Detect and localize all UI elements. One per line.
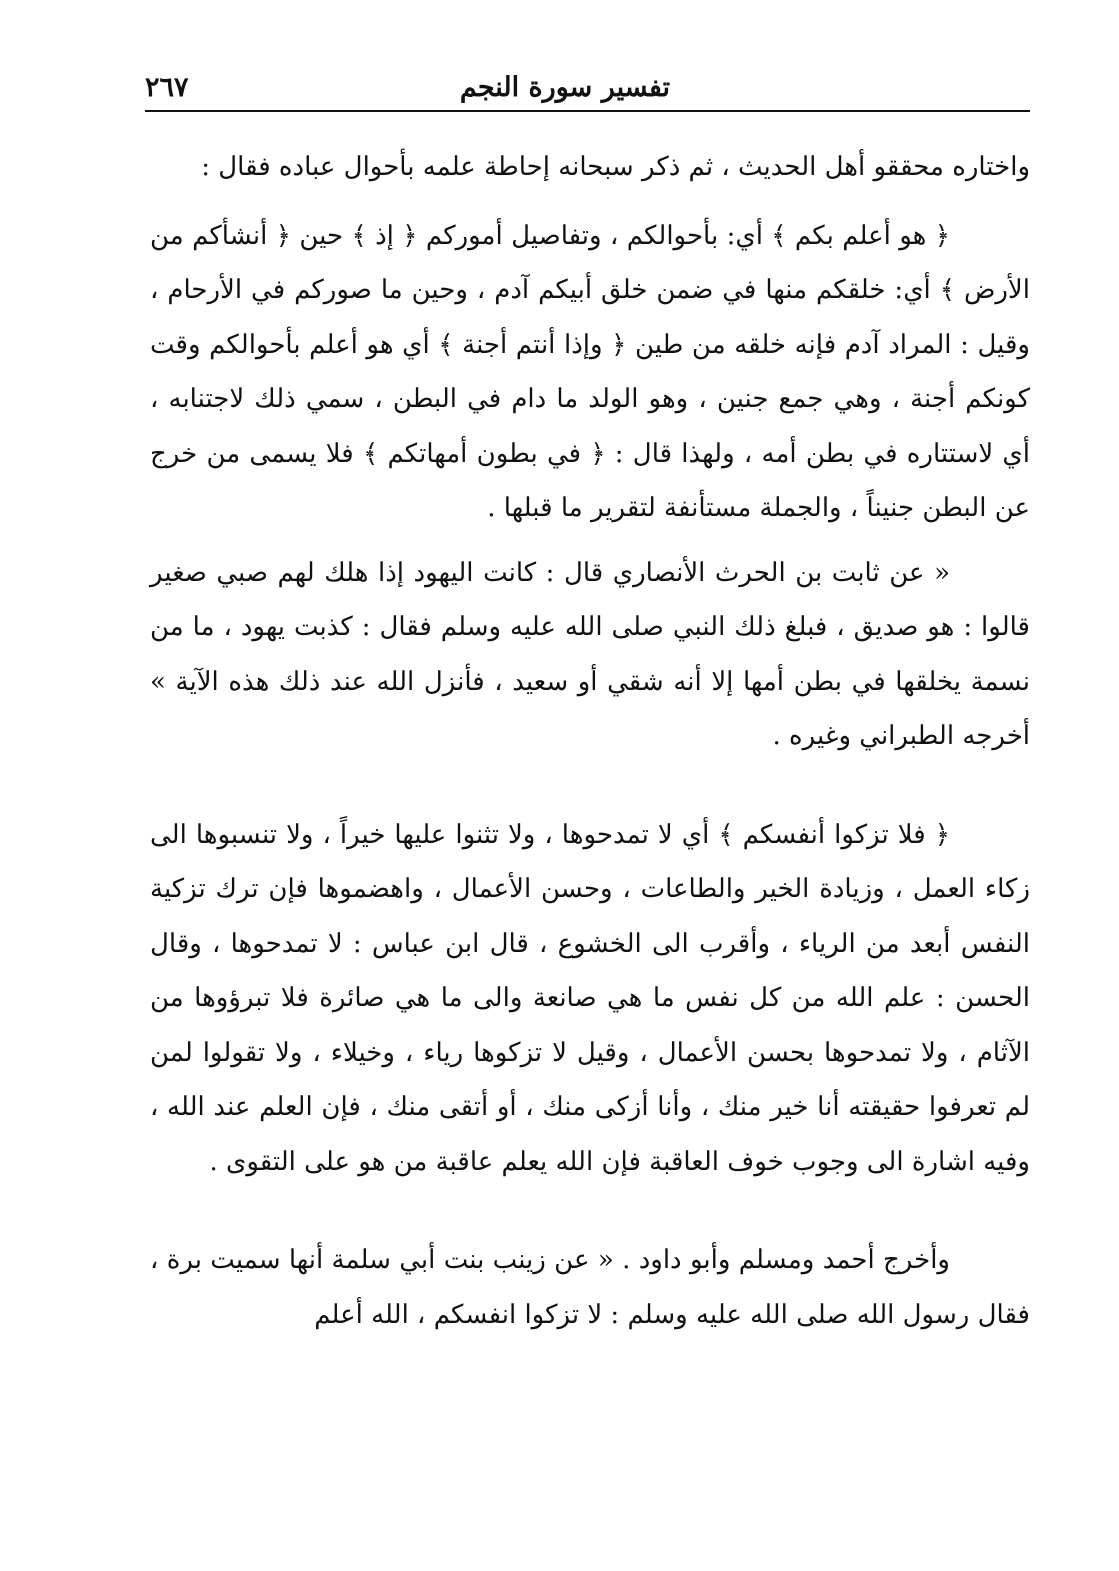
paragraph-1: واختاره محققو أهل الحديث ، ثم ذكر سبحانه إحاطة علمه بأحوال عباده فقال :	[201, 152, 1030, 182]
header-rule	[145, 110, 1030, 112]
paragraph-4: ﴿ فلا تزكوا أنفسكم ﴾ أي لا تمدحوها ، ولا تثنوا عليها خيراً ، ولا تنسبوها الى زكاء العمل ، وزيادة الخير والطاعات ، وحسن الأعمال ، واهضموها فإن ترك تزكية النفس أبعد من الرياء ، وأقرب الى الخشوع ، قال ابن عباس : لا تمدحوها ، وقال الحسن : علم الله من كل نفس ما هي صانعة والى ما هي صائرة فلا تبرؤوها من الآثام ، ولا تمدحوها بحسن الأعمال ، وقيل لا تزكوها رياء ، وخيلاء ، ولا تقولوا لمن لم تعرفوا حقيقته أنا خير منك ، وأنا أزكى منك ، أو أتقى منك ، فإن العلم عند الله ، وفيه اشارة الى وجوب خوف العاقبة فإن الله يعلم عاقبة من هو على التقوى .	[150, 819, 1030, 1177]
page-number: ٢٦٧	[145, 72, 189, 103]
paragraph-5: وأخرج أحمد ومسلم وأبو داود . « عن زينب بنت أبي سلمة أنها سميت برة ، فقال رسول الله صلى الله عليه وسلم : لا تزكوا انفسكم ، الله أعلم	[150, 1245, 1030, 1330]
paragraph-3: « عن ثابت بن الحرث الأنصاري قال : كانت اليهود إذا هلك لهم صبي صغير قالوا : هو صديق ، فبلغ ذلك النبي صلى الله عليه وسلم فقال : كذبت يهود ، ما من نسمة يخلقها في بطن أمها إلا أنه شقي أو سعيد ، فأنزل الله عند ذلك هذه الآية » أخرجه الطبراني وغيره .	[150, 557, 1030, 751]
paragraph-gap	[150, 195, 1030, 209]
paragraph-gap	[150, 536, 1030, 546]
paragraph-gap	[150, 764, 1030, 808]
paragraph-gap	[150, 1189, 1030, 1233]
main-text	[150, 140, 1030, 1342]
paragraph-2: ﴿ هو أعلم بكم ﴾ أي: بأحوالكم ، وتفاصيل أموركم ﴿ إذ ﴾ حين ﴿ أنشأكم من الأرض ﴾ أي: خلقكم منها في ضمن خلق أبيكم آدم ، وحين ما صوركم في الأرحام ، وقيل : المراد آدم فإنه خلقه من طين ﴿ وإذا أنتم أجنة ﴾ أي هو أعلم بأحوالكم وقت كونكم أجنة ، وهي جمع جنين ، وهو الولد ما دام في البطن ، سمي ذلك لاجتنابه ، أي لاستتاره في بطن أمه ، ولهذا قال : ﴿ في بطون أمهاتكم ﴾ فلا يسمى من خرج عن البطن جنيناً ، والجملة مستأنفة لتقرير ما قبلها .	[150, 220, 1030, 523]
running-title: تفسير سورة النجم	[459, 72, 670, 103]
page-header	[145, 68, 1030, 112]
